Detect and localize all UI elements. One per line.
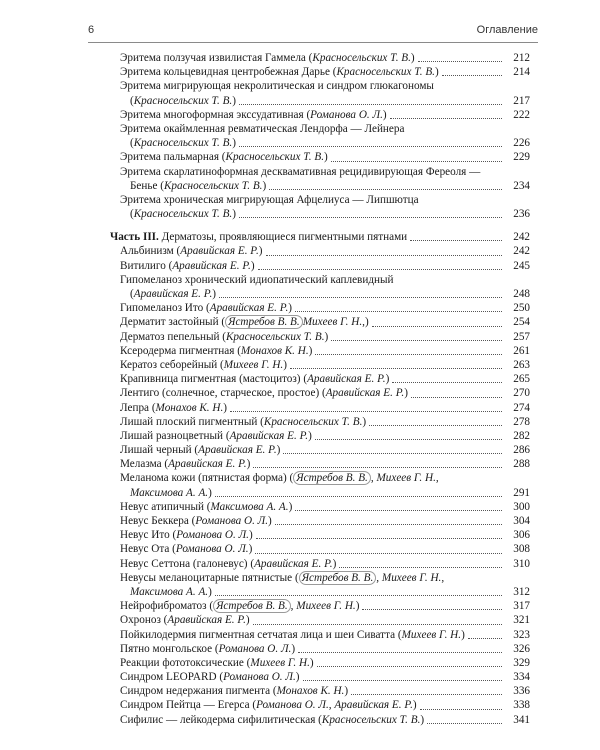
toc-line (110, 108, 530, 122)
dot-leader (369, 425, 502, 426)
author-highlight: Ястребов В. В. (299, 571, 377, 585)
dot-leader (442, 75, 502, 76)
toc-line (110, 429, 530, 443)
toc-entry[interactable] (110, 599, 530, 613)
entry-text: Лишай разноцветный (Аравийская Е. Р.) (120, 430, 315, 442)
dot-leader (295, 311, 502, 312)
toc-entry[interactable] (110, 244, 530, 258)
toc-line (110, 51, 530, 65)
table-of-contents (110, 51, 530, 727)
entry-text: Невус Сеттона (галоневус) (Аравийская Е. Р.) (120, 558, 339, 570)
entry-text: Пятно монгольское (Романова О. Л.) (120, 643, 298, 655)
dot-leader (239, 217, 502, 218)
entry-text: Лишай черный (Аравийская Е. Р.) (120, 444, 283, 456)
author-name: Романова О. Л. (176, 529, 249, 542)
toc-part-heading[interactable] (110, 230, 530, 244)
page-number: 217 (510, 94, 530, 108)
entry-text: Бенье (Красносельских Т. В.) (130, 180, 269, 192)
toc-line (110, 315, 530, 329)
toc-line (110, 613, 530, 627)
dot-leader (253, 624, 502, 625)
toc-line (110, 457, 530, 471)
entry-text: Меланома кожи (пятнистая форма) ( Ястребов В. В. , Михеев Г. Н., (120, 472, 442, 484)
toc-entry[interactable] (110, 150, 530, 164)
author-name: Красносельских Т. В. (225, 151, 325, 164)
toc-entry[interactable] (110, 628, 530, 642)
author-name: Аравийская Е. Р. (133, 288, 213, 300)
entry-text: Гипомеланоз хронический идиопатический каплевидный (120, 274, 397, 286)
entry-text: Нейрофиброматоз ( Ястребов В. В. , Михеев Г. Н.) (120, 600, 362, 612)
author-name: Красносельских Т. В. (133, 208, 233, 221)
entry-text: Гипомеланоз Ито (Аравийская Е. Р.) (120, 302, 295, 314)
entry-text: Охроноз (Аравийская Е. Р.) (120, 614, 253, 626)
author-name: Романова О. Л. (310, 108, 383, 121)
entry-text: Ксеродерма пигментная (Монахов К. Н.) (120, 345, 315, 357)
author-highlight: Ястребов В. В. (213, 599, 291, 613)
page-number: 250 (510, 301, 530, 315)
entry-text: Невус Ито (Романова О. Л.) (120, 529, 256, 541)
toc-entry[interactable] (110, 528, 530, 542)
author-name: Романова О. Л. (218, 642, 292, 655)
page-number: 341 (510, 713, 530, 727)
entry-text: (Красносельских Т. В.) (130, 137, 239, 149)
page-number: 338 (510, 698, 530, 712)
toc-entry[interactable] (110, 429, 530, 443)
toc-line (110, 514, 530, 528)
toc-line (110, 670, 530, 684)
toc-line (110, 259, 530, 273)
toc-line (110, 656, 530, 670)
entry-text: Эритема многоформная экссудативная (Романова О. Л.) (120, 109, 390, 121)
entry-text: Дерматоз пепельный (Красносельских Т. В.) (120, 331, 331, 343)
dot-leader (219, 297, 502, 298)
page-number: 245 (510, 259, 530, 273)
page-number: 226 (510, 136, 530, 150)
toc-entry[interactable] (110, 315, 530, 329)
page-number: 270 (510, 386, 530, 400)
toc-line (110, 65, 530, 79)
toc-line (110, 698, 530, 712)
page-number: 329 (510, 656, 530, 670)
toc-line (110, 150, 530, 164)
page-number: 282 (510, 429, 530, 443)
entry-text: Синдром LEOPARD (Романова О. Л.) (120, 671, 303, 683)
dot-leader (295, 510, 502, 511)
page-number: 261 (510, 344, 530, 358)
toc-line (110, 599, 530, 613)
page-number: 274 (510, 401, 530, 415)
dot-leader (283, 453, 502, 454)
author-name: Максимова А. А. (130, 486, 209, 499)
toc-line (110, 273, 530, 287)
page-number: 286 (510, 443, 530, 457)
dot-leader (315, 439, 502, 440)
toc-entry[interactable] (110, 698, 530, 712)
page-number: 212 (510, 51, 530, 65)
author-name: Михеев Г. Н. (250, 656, 310, 669)
toc-entry[interactable] (110, 500, 530, 514)
toc-line (110, 244, 530, 258)
toc-entry[interactable] (110, 273, 530, 301)
entry-text: Синдром недержания пигмента (Монахов К. Н.) (120, 685, 351, 697)
toc-entry[interactable] (110, 65, 530, 79)
toc-line (110, 179, 530, 193)
entry-text: Мелазма (Аравийская Е. Р.) (120, 458, 253, 470)
toc-entry[interactable] (110, 358, 530, 372)
toc-line (110, 542, 530, 556)
page-number: 300 (510, 500, 530, 514)
dot-leader (215, 496, 502, 497)
entry-text: Эритема ползучая извилистая Гаммела (Красносельских Т. В.) (120, 52, 418, 64)
author-name: , Михеев Г. Н., (376, 571, 445, 584)
page-number: 236 (510, 207, 530, 221)
toc-line (110, 193, 530, 207)
author-name: Аравийская Е. Р. (325, 387, 405, 400)
page-number: 312 (510, 585, 530, 599)
dot-leader (392, 382, 502, 383)
entry-text: Эритема пальмарная (Красносельских Т. В.) (120, 151, 331, 163)
author-name: Красносельских Т. В. (321, 713, 421, 726)
part-heading-text (110, 231, 410, 243)
page-number: 214 (510, 65, 530, 79)
entry-text: Синдром Пейтца — Егерса (Романова О. Л., Аравийская Е. Р.) (120, 699, 420, 711)
entry-text: Лентиго (солнечное, старческое, простое) (Аравийская Е. Р.) (120, 387, 411, 399)
entry-text: Кератоз себорейный (Михеев Г. Н.) (120, 359, 290, 371)
toc-line (110, 207, 530, 221)
entry-text: Альбинизм (Аравийская Е. Р.) (120, 245, 266, 257)
toc-line (110, 443, 530, 457)
entry-text: Сифилис — лейкодерма сифилитическая (Красносельских Т. В.) (120, 714, 427, 726)
entry-text: Лепра (Монахов К. Н.) (120, 402, 230, 414)
dot-leader (290, 368, 502, 369)
page-number: 263 (510, 358, 530, 372)
page-number: 308 (510, 542, 530, 556)
page-number: 317 (510, 599, 530, 613)
toc-entry[interactable] (110, 557, 530, 571)
dot-leader (230, 411, 502, 412)
entry-text: Эритема мигрирующая некролитическая и синдром глюкагономы (120, 80, 437, 92)
dot-leader (411, 397, 502, 398)
author-name: Михеев Г. Н., (302, 316, 365, 329)
dot-leader (351, 694, 502, 695)
dot-leader (239, 146, 502, 147)
entry-text: Невус Беккера (Романова О. Л.) (120, 515, 275, 527)
toc-line (110, 500, 530, 514)
toc-entry[interactable] (110, 514, 530, 528)
toc-line (110, 585, 530, 599)
toc-line (110, 301, 530, 315)
page-header (88, 24, 538, 42)
dot-leader (420, 709, 502, 710)
toc-line (110, 79, 530, 93)
toc-entry[interactable] (110, 457, 530, 471)
entry-text: Пойкилодермия пигментная сетчатая лица и шеи Сиватта (Михеев Г. Н.) (120, 629, 468, 641)
page-number: 242 (510, 244, 530, 258)
page-number: 304 (510, 514, 530, 528)
dot-leader (418, 61, 502, 62)
toc-line (110, 358, 530, 372)
page-number: 278 (510, 415, 530, 429)
dot-leader (331, 340, 502, 341)
author-name: Романова О. Л. (195, 515, 269, 527)
author-name: Романова О. Л. (223, 671, 296, 684)
page-number: 265 (510, 372, 530, 386)
author-name: Красносельских Т. В. (336, 66, 435, 79)
dot-leader (298, 652, 502, 653)
toc-entry[interactable] (110, 108, 530, 122)
entry-text: Эритема окаймленная ревматическая Лендорфа — Лейнера (120, 123, 407, 135)
author-name: Аравийская Е. Р. (167, 614, 246, 627)
dot-leader (253, 467, 502, 468)
entry-text: Эритема кольцевидная центробежная Дарье (Красносельских Т. В.) (120, 66, 442, 78)
dot-leader (256, 538, 502, 539)
entry-text: (Аравийская Е. Р.) (130, 288, 219, 300)
author-name: Аравийская Е. Р. (229, 429, 309, 442)
toc-line (110, 571, 530, 585)
page-number: 326 (510, 642, 530, 656)
author-name: Максимова А. А. (130, 585, 209, 598)
page-number: 321 (510, 613, 530, 627)
toc-line (110, 401, 530, 415)
author-name: Красносельских Т. В. (226, 330, 325, 343)
author-name: , Михеев Г. Н. (290, 600, 356, 613)
author-highlight: Ястребов В. В. (225, 315, 303, 329)
toc-line (110, 136, 530, 150)
dot-leader (255, 553, 502, 554)
toc-entry[interactable] (110, 330, 530, 344)
author-name: Аравийская Е. Р. (168, 458, 247, 471)
toc-line (110, 557, 530, 571)
author-name: Романова О. Л., Аравийская Е. Р. (256, 699, 413, 712)
toc-entry[interactable] (110, 443, 530, 457)
author-name: Аравийская Е. Р. (172, 259, 251, 272)
toc-entry[interactable] (110, 259, 530, 273)
page-number: 288 (510, 457, 530, 471)
toc-line (110, 486, 530, 500)
toc-entry[interactable] (110, 684, 530, 698)
header-rule (88, 42, 538, 43)
page-number: 229 (510, 150, 530, 164)
toc-line (110, 642, 530, 656)
entry-text: Витилиго (Аравийская Е. Р.) (120, 260, 258, 272)
dot-leader (427, 723, 502, 724)
page-number: 222 (510, 108, 530, 122)
dot-leader (269, 189, 502, 190)
toc-entry[interactable] (110, 471, 530, 499)
dot-leader (258, 269, 502, 270)
toc-entry[interactable] (110, 165, 530, 193)
part-title: Дерматозы, проявляющиеся пигментными пятнами (161, 231, 408, 244)
toc-line (110, 122, 530, 136)
author-name: Монахов К. Н. (240, 344, 309, 357)
dot-leader (331, 161, 502, 162)
toc-entry[interactable] (110, 415, 530, 429)
toc-line (110, 628, 530, 642)
author-name: Аравийская Е. Р. (307, 373, 386, 386)
dot-leader (239, 104, 502, 105)
page-number: 6 (88, 24, 95, 36)
entry-text: Невус Ота (Романова О. Л.) (120, 543, 255, 555)
entry-text: Максимова А. А.) (130, 586, 215, 598)
page-number: 334 (510, 670, 530, 684)
toc-line (110, 165, 530, 179)
author-name: Монахов К. Н. (155, 401, 224, 414)
dot-leader (410, 240, 502, 241)
dot-leader (362, 609, 502, 610)
dot-leader (315, 354, 502, 355)
toc-line (110, 684, 530, 698)
toc-entry[interactable] (110, 122, 530, 150)
entry-text: Лишай плоский пигментный (Красносельских Т. В.) (120, 416, 369, 428)
page-number: 234 (510, 179, 530, 193)
section-title: Оглавление (476, 24, 538, 36)
entry-text: Крапивница пигментная (мастоцитоз) (Аравийская Е. Р.) (120, 373, 392, 385)
page-number: 310 (510, 557, 530, 571)
entry-text: Дерматит застойный ( Ястребов В. В. Михеев Г. Н.,) (120, 316, 372, 328)
author-name: Аравийская Е. Р. (180, 245, 259, 258)
page-number: 291 (510, 486, 530, 500)
toc-line (110, 94, 530, 108)
toc-entry[interactable] (110, 372, 530, 386)
dot-leader (303, 680, 503, 681)
toc-line (110, 528, 530, 542)
page-number: 248 (510, 287, 530, 301)
toc-entry[interactable] (110, 386, 530, 400)
toc-entry[interactable] (110, 571, 530, 599)
page-number: 254 (510, 315, 530, 329)
author-name: Красносельских Т. В. (133, 137, 233, 150)
toc-entry[interactable] (110, 542, 530, 556)
dot-leader (215, 595, 502, 596)
entry-text: Невусы меланоцитарные пятнистые ( Ястребов В. В. , Михеев Г. Н., (120, 572, 447, 584)
section-gap (110, 221, 530, 230)
part-label: Часть III. (110, 231, 159, 244)
toc-line (110, 386, 530, 400)
toc-line (110, 287, 530, 301)
page-number: 336 (510, 684, 530, 698)
toc-line (110, 372, 530, 386)
page-number: 257 (510, 330, 530, 344)
toc-entry[interactable] (110, 670, 530, 684)
toc-line (110, 471, 530, 485)
entry-text: Реакции фототоксические (Михеев Г. Н.) (120, 657, 317, 669)
author-name: Максимова А. А. (210, 500, 289, 513)
toc-entry[interactable] (110, 51, 530, 65)
page-number: 306 (510, 528, 530, 542)
dot-leader (275, 524, 502, 525)
toc-entry[interactable] (110, 79, 530, 107)
toc-entry[interactable] (110, 713, 530, 727)
author-name: Красносельских Т. В. (312, 52, 411, 64)
toc-entry[interactable] (110, 301, 530, 315)
toc-group-erythema (110, 51, 530, 221)
entry-text: Невус атипичный (Максимова А. А.) (120, 501, 295, 513)
toc-line (110, 344, 530, 358)
toc-line (110, 415, 530, 429)
author-name: Михеев Г. Н. (223, 358, 284, 371)
author-name: Аравийская Е. Р. (209, 302, 289, 315)
dot-leader (372, 326, 502, 327)
toc-entry[interactable] (110, 613, 530, 627)
author-name: Аравийская Е. Р. (198, 444, 277, 457)
author-name: , Михеев Г. Н., (370, 472, 439, 485)
author-name: Романова О. Л. (175, 543, 249, 556)
toc-group-part3 (110, 244, 530, 726)
toc-entry[interactable] (110, 642, 530, 656)
author-name: Красносельских Т. В. (163, 179, 263, 192)
author-name: Красносельских Т. В. (133, 94, 233, 107)
entry-text: (Красносельских Т. В.) (130, 208, 239, 220)
toc-line (110, 330, 530, 344)
author-name: Михеев Г. Н. (401, 628, 462, 641)
author-name: Аравийская Е. Р. (254, 557, 333, 570)
entry-text: Эритема хроническая мигрирующая Афцелиуса — Липшютца (120, 194, 422, 206)
author-highlight: Ястребов В. В. (293, 471, 371, 485)
entry-text: Максимова А. А.) (130, 487, 215, 499)
part-page: 242 (510, 230, 530, 244)
toc-line (110, 713, 530, 727)
dot-leader (266, 255, 502, 256)
toc-entry[interactable] (110, 401, 530, 415)
dot-leader (317, 666, 502, 667)
dot-leader (468, 638, 502, 639)
dot-leader (390, 118, 502, 119)
author-name: Красносельских Т. В. (263, 415, 363, 428)
entry-text: (Красносельских Т. В.) (130, 95, 239, 107)
entry-text: Эритема скарлатиноформная десквамативная рецидивирующая Фереоля — (120, 166, 483, 178)
page-number: 323 (510, 628, 530, 642)
author-name: Монахов К. Н. (276, 685, 345, 698)
toc-entry[interactable] (110, 656, 530, 670)
dot-leader (339, 567, 502, 568)
toc-entry[interactable] (110, 344, 530, 358)
toc-entry[interactable] (110, 193, 530, 221)
